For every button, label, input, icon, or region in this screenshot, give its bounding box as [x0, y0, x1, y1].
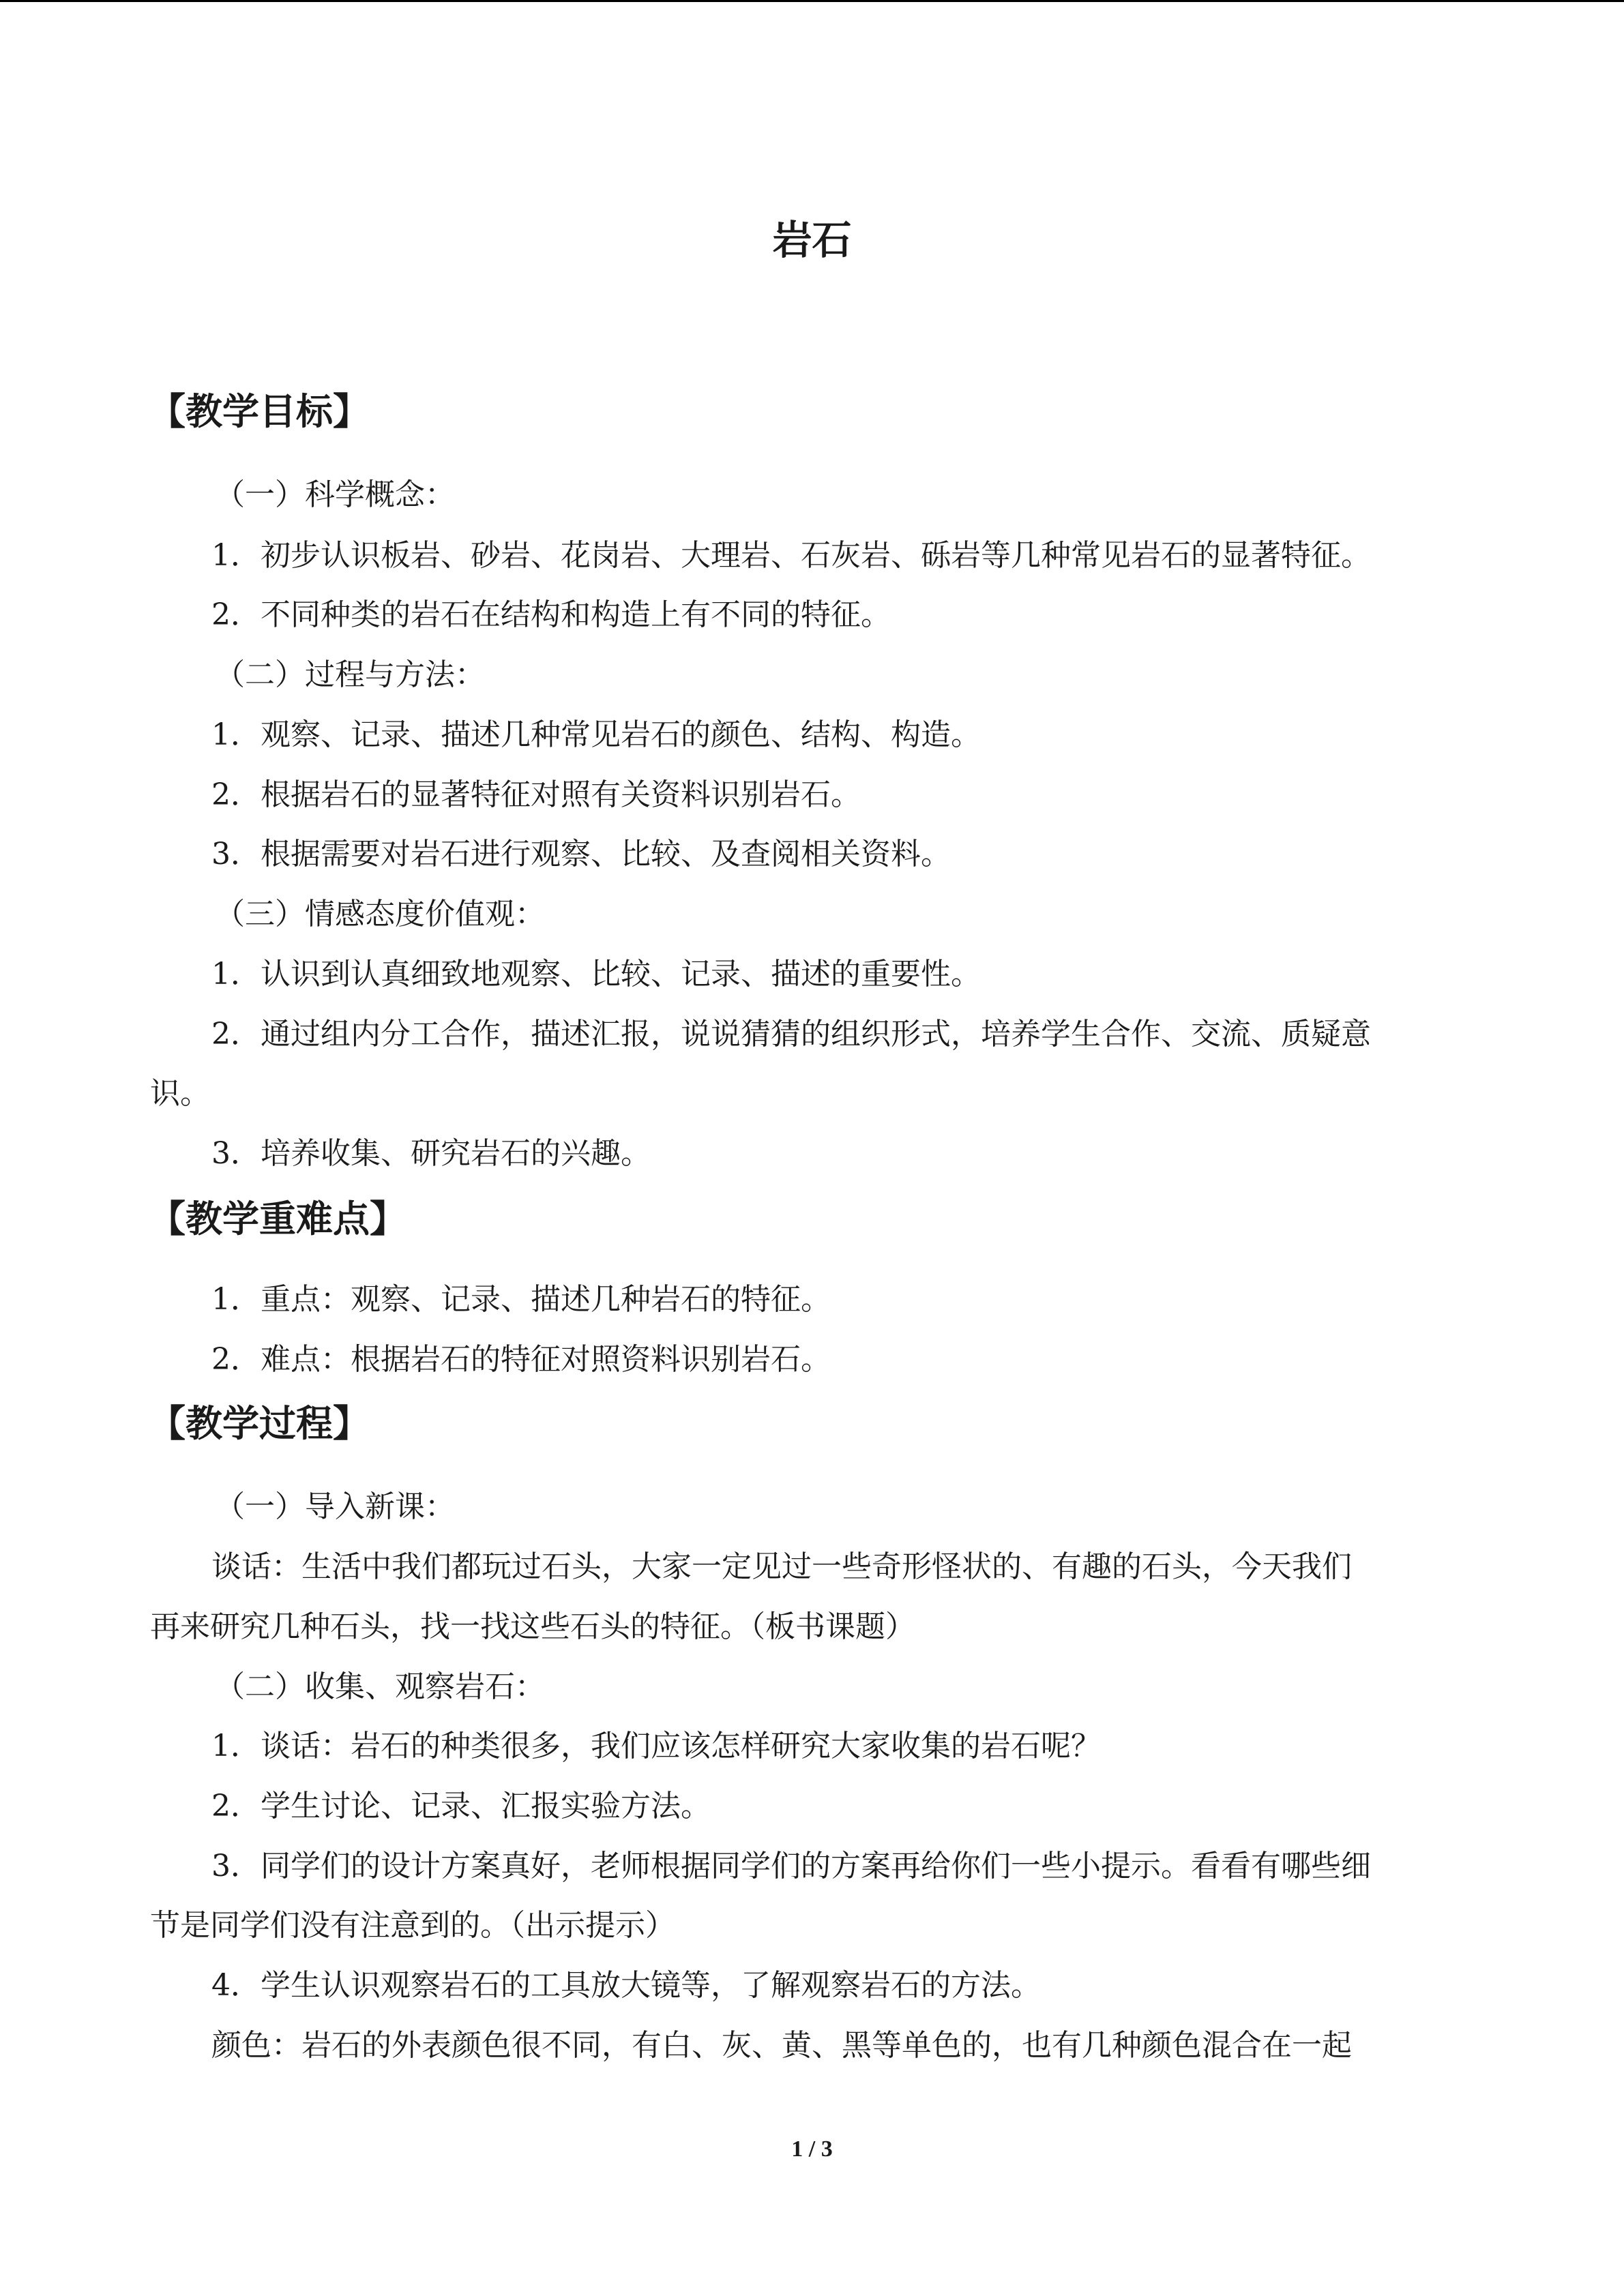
- page-number: 1 / 3: [791, 2136, 833, 2162]
- text-line: 1．认识到认真细致地观察、比较、记录、描述的重要性。: [211, 957, 981, 992]
- text-line: 2．根据岩石的显著特征对照有关资料识别岩石。: [211, 777, 861, 812]
- text-line: 1．谈话：岩石的种类很多，我们应该怎样研究大家收集的岩石呢？: [211, 1729, 1101, 1763]
- text-line: （一）科学概念：: [215, 477, 455, 512]
- section-heading-key-points: 【教学重难点】: [149, 1197, 407, 1240]
- text-line: （二）收集、观察岩石：: [215, 1669, 545, 1704]
- page-title: 岩石: [772, 217, 852, 263]
- text-line: 谈话：生活中我们都玩过石头，大家一定见过一些奇形怪状的、有趣的石头，今天我们: [211, 1549, 1352, 1584]
- text-line: 2．通过组内分工合作，描述汇报，说说猜猜的组织形式，培养学生合作、交流、质疑意: [211, 1017, 1371, 1052]
- text-line: 3．根据需要对岩石进行观察、比较、及查阅相关资料。: [211, 837, 951, 871]
- section-heading-process: 【教学过程】: [149, 1402, 370, 1445]
- text-line: 3．培养收集、研究岩石的兴趣。: [211, 1136, 651, 1171]
- text-line: 2．学生讨论、记录、汇报实验方法。: [211, 1789, 711, 1823]
- text-line: 4．学生认识观察岩石的工具放大镜等，了解观察岩石的方法。: [211, 1968, 1041, 2003]
- text-line: 节是同学们没有注意到的。（出示提示）: [150, 1908, 675, 1943]
- text-line: 1．初步认识板岩、砂岩、花岗岩、大理岩、石灰岩、砾岩等几种常见岩石的显著特征。: [211, 538, 1371, 573]
- text-line: （一）导入新课：: [215, 1489, 455, 1524]
- text-line: 再来研究几种石头，找一找这些石头的特征。（板书课题）: [150, 1609, 915, 1644]
- text-line: （二）过程与方法：: [215, 657, 485, 692]
- text-line: 颜色：岩石的外表颜色很不同，有白、灰、黄、黑等单色的，也有几种颜色混合在一起: [211, 2028, 1352, 2063]
- text-line: 识。: [150, 1076, 210, 1111]
- text-line: 1．观察、记录、描述几种常见岩石的颜色、结构、构造。: [211, 717, 981, 752]
- text-line: 2．难点：根据岩石的特征对照资料识别岩石。: [211, 1342, 831, 1377]
- top-border: [0, 0, 1624, 2]
- text-line: （三）情感态度价值观：: [215, 897, 545, 931]
- section-heading-goals: 【教学目标】: [149, 390, 370, 433]
- text-line: 3．同学们的设计方案真好，老师根据同学们的方案再给你们一些小提示。看看有哪些细: [211, 1849, 1371, 1883]
- text-line: 1．重点：观察、记录、描述几种岩石的特征。: [211, 1282, 831, 1317]
- text-line: 2．不同种类的岩石在结构和构造上有不同的特征。: [211, 597, 891, 632]
